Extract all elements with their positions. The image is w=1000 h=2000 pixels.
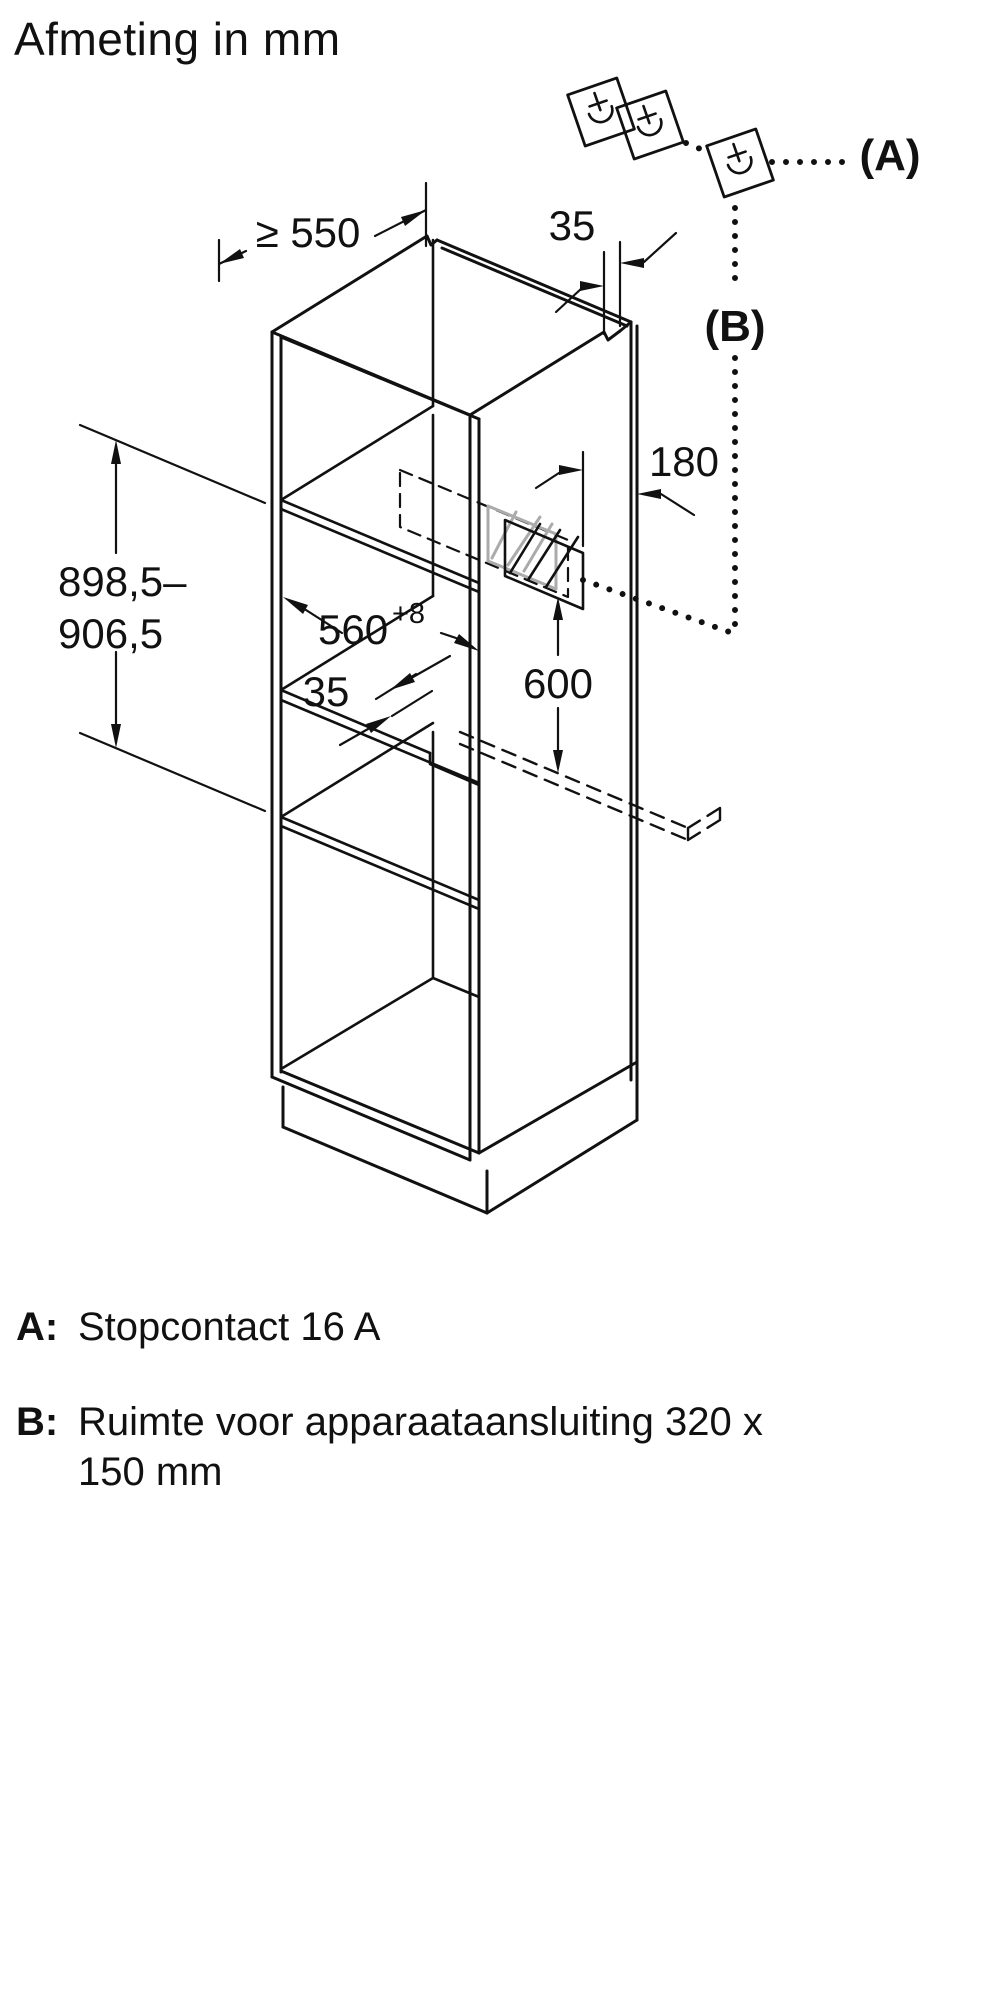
shelf-recess-dimension-label: 35 (302, 668, 350, 715)
dimension-depth (219, 183, 426, 281)
dimension-connection-offset (536, 438, 719, 546)
depth-dimension-label: ≥ 550 (255, 209, 361, 256)
legend-key-b: B: (16, 1400, 59, 1444)
legend-item-connection-area (16, 1398, 876, 1497)
arrow-icon (390, 673, 415, 690)
shelf-plane-dashed-extension (460, 732, 720, 840)
page-title: Afmeting in mm (14, 13, 341, 65)
niche-width-dimension-label: 560 (318, 606, 389, 653)
arrow-icon (553, 750, 563, 773)
dimension-height (58, 425, 265, 811)
height-dimension-label-line1: 898,5– (58, 558, 187, 605)
arrow-icon (454, 634, 479, 651)
arrow-icon (111, 440, 121, 464)
arrow-icon (219, 249, 244, 264)
height-dimension-label-line2: 906,5 (58, 610, 164, 657)
arrow-icon (111, 724, 121, 748)
arrow-icon (401, 210, 426, 226)
connection-area-callout-label: (B) (704, 302, 766, 351)
connection-offset-dimension-label: 180 (648, 438, 720, 485)
legend-key-a: A: (16, 1305, 59, 1349)
socket-dotted-links (583, 143, 850, 634)
dimension-connection-height (523, 597, 593, 773)
legend-text-a: Stopcontact 16 A (78, 1305, 381, 1349)
connection-height-dimension-label: 600 (522, 660, 594, 707)
connection-area-dashed-outline (400, 470, 568, 597)
dimension-niche-width (283, 597, 479, 653)
arrow-icon (283, 597, 308, 614)
legend-item-socket (16, 1303, 876, 1353)
connection-area-hatch-black (505, 520, 583, 609)
top-recess-dimension-label: 35 (548, 202, 596, 249)
arrow-icon (637, 489, 661, 499)
cabinet-plinth (283, 1082, 637, 1213)
arrow-icon (580, 281, 604, 291)
socket-callout-label: (A) (859, 131, 921, 180)
legend-text-b: Ruimte voor apparaataansluiting 320 x 150 mm (78, 1400, 763, 1494)
cabinet-shelves (281, 240, 479, 1069)
socket-icon (568, 78, 774, 197)
arrow-icon (559, 465, 583, 475)
connection-area-hatch-gray (488, 506, 556, 589)
niche-width-tolerance-label: +8 (392, 598, 426, 630)
arrow-icon (620, 258, 644, 268)
